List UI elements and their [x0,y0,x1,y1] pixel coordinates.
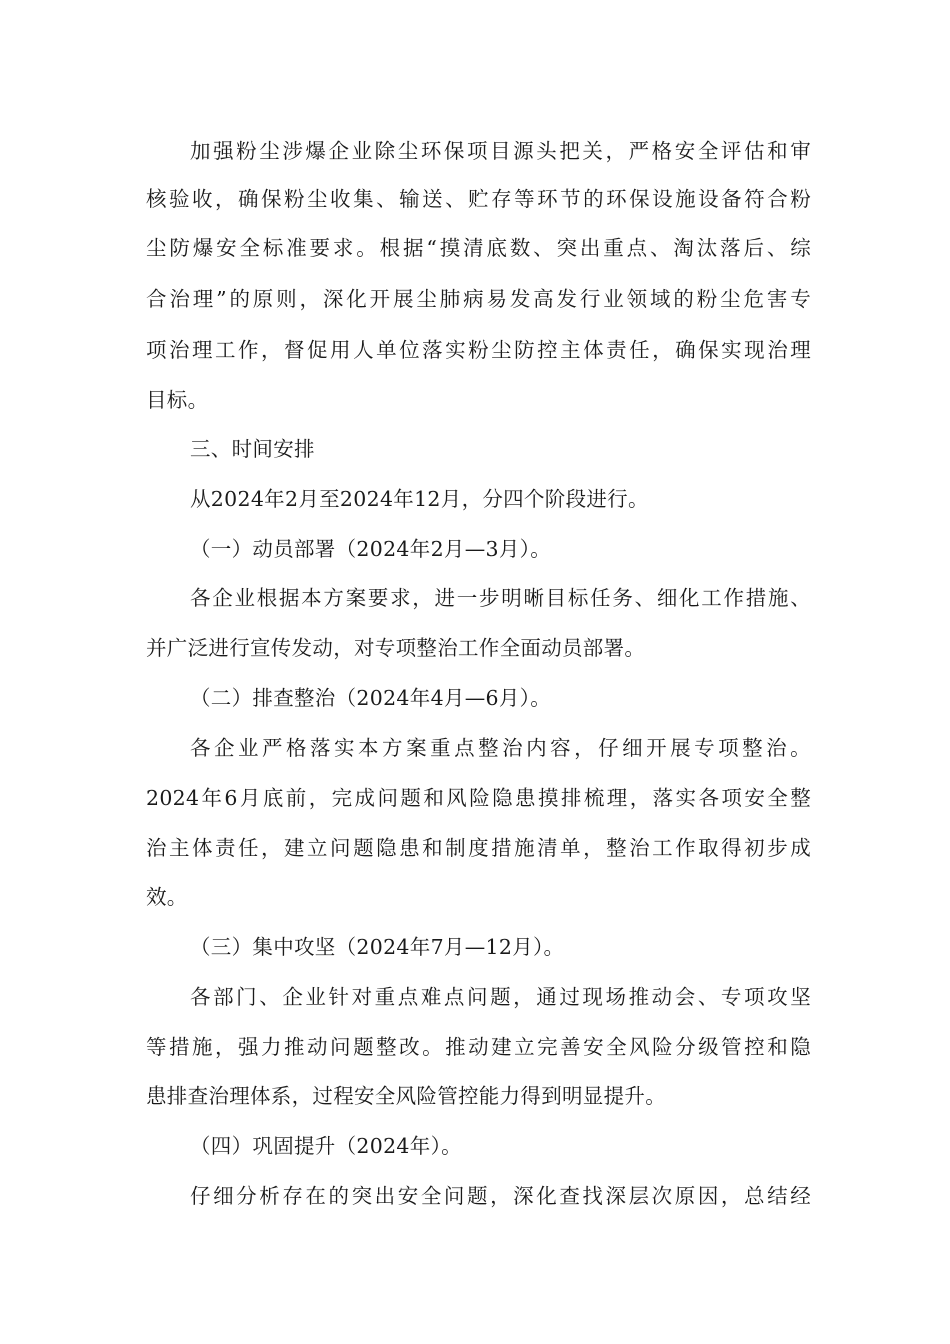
paragraph-line: 目标。 [146,388,209,412]
paragraph-line: 项治理工作，督促用人单位落实粉尘防控主体责任，确保实现治理 [146,338,811,362]
subsection-heading: （二）排查整治（2024年4月—6月）。 [190,686,552,710]
paragraph-line: 仔细分析存在的突出安全问题，深化查找深层次原因，总结经 [190,1184,811,1208]
paragraph-line: 并广泛进行宣传发动，对专项整治工作全面动员部署。 [146,636,646,660]
paragraph-line: 效。 [146,885,188,909]
paragraph-line: 患排查治理体系，过程安全风险管控能力得到明显提升。 [146,1084,666,1108]
paragraph-line: 治主体责任，建立问题隐患和制度措施清单，整治工作取得初步成 [146,836,811,860]
paragraph-line: 加强粉尘涉爆企业除尘环保项目源头把关，严格安全评估和审 [190,139,811,163]
paragraph-line: 尘防爆安全标准要求。根据“摸清底数、突出重点、淘汰落后、综 [146,236,811,260]
paragraph-line: 2024年6月底前，完成问题和风险隐患摸排梳理，落实各项安全整 [146,786,811,810]
subsection-heading: （三）集中攻坚（2024年7月—12月）。 [190,935,565,959]
paragraph-line: 各企业严格落实本方案重点整治内容，仔细开展专项整治。 [190,736,811,760]
paragraph-line: 各部门、企业针对重点难点问题，通过现场推动会、专项攻坚 [190,985,811,1009]
paragraph-line: 等措施，强力推动问题整改。推动建立完善安全风险分级管控和隐 [146,1035,811,1059]
section-heading: 三、时间安排 [190,437,315,461]
paragraph-line: 核验收，确保粉尘收集、输送、贮存等环节的环保设施设备符合粉 [146,187,811,211]
paragraph-line: 各企业根据本方案要求，进一步明晰目标任务、细化工作措施、 [190,586,811,610]
subsection-heading: （一）动员部署（2024年2月—3月）。 [190,537,552,561]
subsection-heading: （四）巩固提升（2024年）。 [190,1134,462,1158]
paragraph-line: 合治理”的原则，深化开展尘肺病易发高发行业领域的粉尘危害专 [146,287,811,311]
paragraph-line: 从2024年2月至2024年12月，分四个阶段进行。 [190,487,649,511]
